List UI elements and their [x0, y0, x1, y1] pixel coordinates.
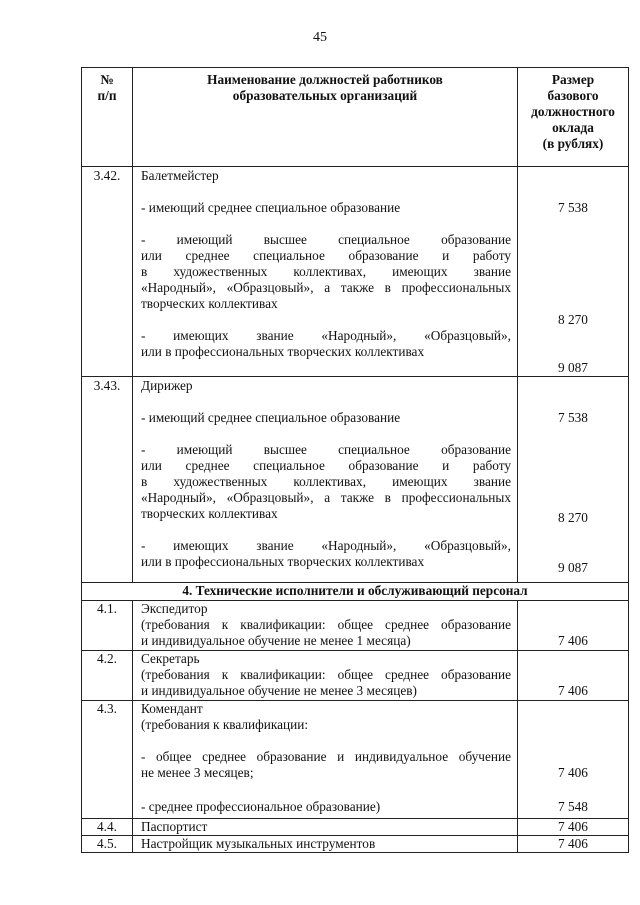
position-cell [133, 651, 518, 701]
header-num: № п/п [82, 68, 133, 167]
header-salary-line: (в рублях) [542, 136, 604, 151]
row-number: 4.4. [82, 819, 133, 836]
salary-table [81, 67, 629, 853]
section-heading-row [82, 583, 629, 601]
header-salary-line: Размер [551, 72, 595, 87]
condition-line: или в профессиональных творческих коллективах [141, 554, 425, 569]
condition-line: - имеющий высшее специальное образование [141, 442, 511, 457]
position-title: Дирижер [141, 378, 193, 393]
row-number: 3.43. [82, 377, 133, 583]
condition-line: - общее среднее образование и индивидуальное обучение [141, 749, 511, 764]
condition-line: - имеющих звание «Народный», «Образцовый», [141, 328, 511, 343]
condition-line: «Народный», «Образцовый», а также в профессиональных [141, 280, 511, 295]
table-row [82, 377, 629, 583]
condition-text: - имеющий среднее специальное образование [141, 200, 401, 215]
condition-line: и индивидуальное обучение не менее 3 месяцев) [141, 683, 417, 698]
salary-value: 8 270 [558, 510, 588, 525]
salary-cell [518, 377, 629, 583]
condition-line: (требования к квалификации: общее среднее образование [141, 667, 511, 682]
condition-line: - имеющих звание «Народный», «Образцовый», [141, 538, 511, 553]
condition-line: в художественных коллективах, имеющих звание [141, 264, 511, 279]
salary-value: 7 406 [558, 765, 588, 780]
condition-text: - среднее профессиональное образование) [141, 799, 381, 814]
section-heading: 4. Технические исполнители и обслуживающий персонал [82, 583, 629, 601]
row-number: 3.42. [82, 167, 133, 377]
position-cell [133, 701, 518, 819]
salary-value: 7 538 [558, 410, 588, 425]
condition-line: не менее 3 месяцев; [141, 765, 254, 780]
salary-value: 7 406 [518, 836, 629, 853]
page-number: 45 [313, 30, 327, 45]
salary-value: 7 538 [558, 200, 588, 215]
row-number: 4.2. [82, 651, 133, 701]
position-cell [133, 167, 518, 377]
salary-cell [518, 651, 629, 701]
salary-value: 7 548 [558, 799, 588, 814]
condition-line: или среднее специальное образование и работу [141, 458, 511, 473]
salary-cell [518, 167, 629, 377]
salary-value: 7 406 [558, 683, 588, 698]
condition-line: или среднее специальное образование и работу [141, 248, 511, 263]
salary-value: 9 087 [558, 560, 588, 575]
row-number: 4.3. [82, 701, 133, 819]
salary-value: 8 270 [558, 312, 588, 327]
condition-text: - имеющий среднее специальное образование [141, 410, 401, 425]
header-salary-line: базового [547, 88, 599, 103]
header-position-name: Наименование должностей работников образовательных организаций [133, 68, 518, 167]
table-row [82, 651, 629, 701]
condition-line: и индивидуальное обучение не менее 1 месяца) [141, 633, 411, 648]
condition-line: творческих коллективах [141, 296, 278, 311]
position-title: Экспедитор [141, 601, 208, 616]
position-title: Балетмейстер [141, 168, 219, 183]
table-header-row [82, 68, 629, 167]
table-row [82, 601, 629, 651]
position-title: Паспортист [133, 819, 518, 836]
header-salary-line: должностного [531, 104, 615, 119]
table-row [82, 819, 629, 836]
header-salary [518, 68, 629, 167]
salary-cell [518, 701, 629, 819]
row-number: 4.1. [82, 601, 133, 651]
table-row [82, 836, 629, 853]
salary-value: 7 406 [558, 633, 588, 648]
position-cell [133, 377, 518, 583]
salary-value: 7 406 [518, 819, 629, 836]
condition-line: в художественных коллективах, имеющих звание [141, 474, 511, 489]
row-number: 4.5. [82, 836, 133, 853]
header-salary-line: оклада [552, 120, 594, 135]
condition-line: творческих коллективах [141, 506, 278, 521]
position-cell [133, 601, 518, 651]
table-row [82, 167, 629, 377]
salary-cell [518, 601, 629, 651]
salary-value: 9 087 [558, 360, 588, 375]
condition-line: (требования к квалификации: общее среднее образование [141, 617, 511, 632]
table-row [82, 701, 629, 819]
condition-line: «Народный», «Образцовый», а также в профессиональных [141, 490, 511, 505]
position-title: Настройщик музыкальных инструментов [133, 836, 518, 853]
condition-line: или в профессиональных творческих коллективах [141, 344, 425, 359]
position-title: Секретарь [141, 651, 200, 666]
condition-line: - имеющий высшее специальное образование [141, 232, 511, 247]
condition-line: (требования к квалификации: [141, 717, 309, 732]
position-title: Комендант [141, 701, 203, 716]
